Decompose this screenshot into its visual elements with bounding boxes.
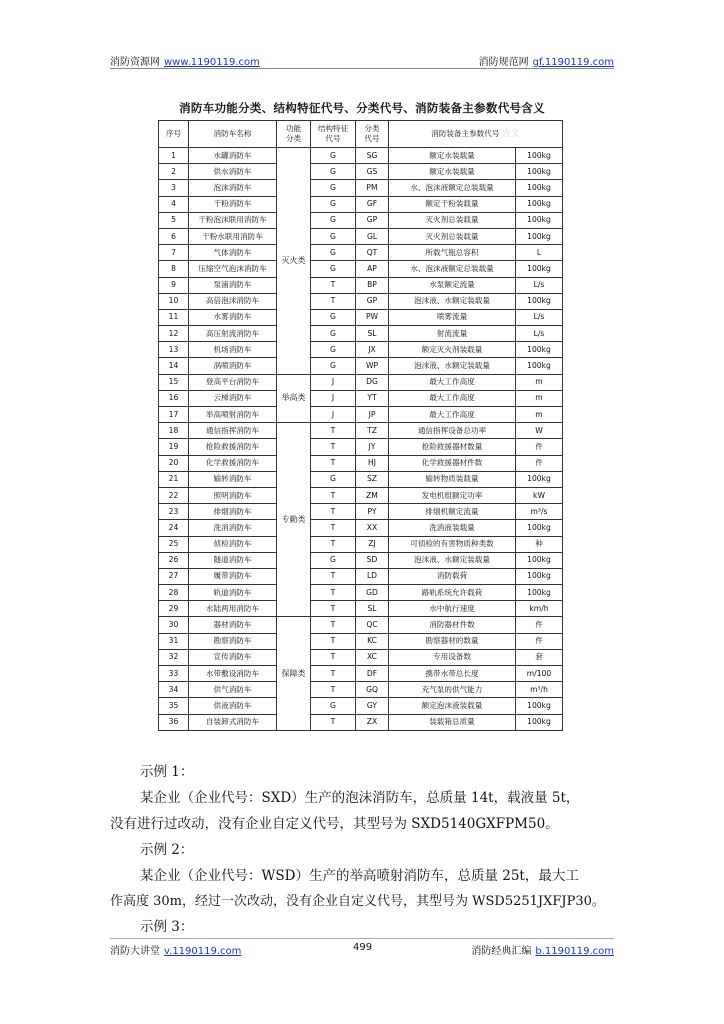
table-header-row (159, 121, 563, 148)
cell-param: 最大工作高度 (389, 407, 516, 423)
cell-unit: 100kg (516, 552, 563, 568)
cell-structure-code: G (311, 148, 356, 164)
cell-index: 15 (159, 374, 189, 390)
cell-category: 举高类 (277, 374, 311, 423)
cell-unit: L/s (516, 309, 563, 325)
cell-index: 32 (159, 649, 189, 665)
cell-vehicle-name: 水带敷设消防车 (189, 666, 277, 682)
table-row (159, 649, 563, 665)
cell-class-code: SG (356, 148, 389, 164)
cell-index: 36 (159, 714, 189, 730)
cell-param: 水中航行速度 (389, 601, 516, 617)
cell-class-code: SL (356, 601, 389, 617)
cell-unit: 100kg (516, 180, 563, 196)
cell-index: 4 (159, 196, 189, 212)
table-row (159, 682, 563, 698)
table-row (159, 212, 563, 228)
table-row (159, 326, 563, 342)
cell-unit: 100kg (516, 342, 563, 358)
footer-left-link[interactable]: v.1190119.com (164, 946, 242, 957)
cell-index: 35 (159, 698, 189, 714)
cell-class-code: LD (356, 568, 389, 584)
cell-param: 可侦检的有害物质种类数 (389, 536, 516, 552)
table-row (159, 568, 563, 584)
cell-structure-code: G (311, 228, 356, 244)
table-row (159, 633, 563, 649)
cell-structure-code: G (311, 164, 356, 180)
cell-structure-code: G (311, 552, 356, 568)
cell-index: 24 (159, 520, 189, 536)
table-row (159, 455, 563, 471)
cell-index: 21 (159, 471, 189, 487)
cell-index: 22 (159, 487, 189, 503)
cell-structure-code: T (311, 487, 356, 503)
cell-unit: m³/s (516, 504, 563, 520)
table-row (159, 228, 563, 244)
cell-vehicle-name: 泵浦消防车 (189, 277, 277, 293)
cell-index: 23 (159, 504, 189, 520)
cell-vehicle-name: 压缩空气泡沫消防车 (189, 261, 277, 277)
cell-class-code: SD (356, 552, 389, 568)
cell-index: 30 (159, 617, 189, 633)
cell-unit: 100kg (516, 714, 563, 730)
cell-class-code: QC (356, 617, 389, 633)
cell-structure-code: T (311, 277, 356, 293)
cell-vehicle-name: 供气消防车 (189, 682, 277, 698)
table-row (159, 358, 563, 374)
cell-unit: 100kg (516, 148, 563, 164)
cell-index: 2 (159, 164, 189, 180)
cell-unit: 100kg (516, 520, 563, 536)
cell-class-code: GD (356, 585, 389, 601)
header-left-link[interactable]: www.1190119.com (164, 57, 260, 68)
header-left-label: 消防资源网 (110, 57, 160, 68)
cell-index: 19 (159, 439, 189, 455)
cell-class-code: KC (356, 633, 389, 649)
example-1-line2: 没有进行过改动，没有企业自定义代号，其型号为 SXD5140GXFPM50。 (110, 816, 559, 832)
cell-index: 8 (159, 261, 189, 277)
footer-right (471, 942, 614, 957)
cell-vehicle-name: 通信指挥消防车 (189, 423, 277, 439)
cell-vehicle-name: 侦检消防车 (189, 536, 277, 552)
header-left (110, 53, 260, 68)
cell-vehicle-name: 排烟消防车 (189, 504, 277, 520)
cell-param: 装载箱总质量 (389, 714, 516, 730)
table-row (159, 487, 563, 503)
table-row (159, 261, 563, 277)
cell-unit: 100kg (516, 261, 563, 277)
cell-class-code: XX (356, 520, 389, 536)
cell-unit: 件 (516, 633, 563, 649)
cell-class-code: XC (356, 649, 389, 665)
cell-vehicle-name: 供水消防车 (189, 164, 277, 180)
example-3-label: 示例 3： (140, 919, 194, 935)
cell-vehicle-name: 水罐消防车 (189, 148, 277, 164)
cell-param: 排烟机额定流量 (389, 504, 516, 520)
header-right-link[interactable]: gf.1190119.com (532, 57, 614, 68)
cell-unit: W (516, 423, 563, 439)
cell-unit: L/s (516, 326, 563, 342)
header-right-label: 消防规范网 (478, 57, 529, 68)
cell-class-code: BP (356, 277, 389, 293)
cell-index: 27 (159, 568, 189, 584)
cell-unit: 100kg (516, 568, 563, 584)
cell-class-code: JY (356, 439, 389, 455)
cell-unit: L/s (516, 277, 563, 293)
cell-vehicle-name: 勘察消防车 (189, 633, 277, 649)
cell-class-code: GY (356, 698, 389, 714)
cell-index: 34 (159, 682, 189, 698)
cell-param: 输转物质装载量 (389, 471, 516, 487)
table-row (159, 552, 563, 568)
cell-structure-code: T (311, 520, 356, 536)
cell-structure-code: T (311, 568, 356, 584)
cell-param: 消防器材件数 (389, 617, 516, 633)
footer-right-label: 消防经典汇编 (471, 946, 532, 957)
cell-unit: 种 (516, 536, 563, 552)
header-right (479, 53, 614, 68)
table-row (159, 439, 563, 455)
cell-structure-code: G (311, 309, 356, 325)
cell-param: 专用设备数 (389, 649, 516, 665)
col-header-function: 功能 分类 (277, 121, 311, 148)
cell-unit: m/100 (516, 666, 563, 682)
cell-param: 额定干粉装载量 (389, 196, 516, 212)
cell-class-code: PM (356, 180, 389, 196)
cell-param: 抢险救援器材数量 (389, 439, 516, 455)
cell-structure-code: T (311, 601, 356, 617)
cell-structure-code: T (311, 293, 356, 309)
cell-vehicle-name: 气体消防车 (189, 245, 277, 261)
table-row (159, 277, 563, 293)
table-row (159, 471, 563, 487)
cell-class-code: YT (356, 390, 389, 406)
table-row (159, 309, 563, 325)
table-row (159, 196, 563, 212)
cell-class-code: GS (356, 164, 389, 180)
cell-unit: kW (516, 487, 563, 503)
cell-index: 5 (159, 212, 189, 228)
table-row (159, 374, 563, 390)
cell-vehicle-name: 轨道消防车 (189, 585, 277, 601)
cell-param: 路轨系统允许载荷 (389, 585, 516, 601)
cell-vehicle-name: 宣传消防车 (189, 649, 277, 665)
table-row (159, 536, 563, 552)
cell-param: 最大工作高度 (389, 374, 516, 390)
cell-vehicle-name: 自装卸式消防车 (189, 714, 277, 730)
page-number: 499 (353, 942, 373, 953)
cell-structure-code: G (311, 245, 356, 261)
cell-param: 额定水装载量 (389, 148, 516, 164)
cell-class-code: PY (356, 504, 389, 520)
cell-structure-code: T (311, 714, 356, 730)
cell-class-code: WP (356, 358, 389, 374)
table-row (159, 180, 563, 196)
cell-class-code: DF (356, 666, 389, 682)
cell-class-code: QT (356, 245, 389, 261)
cell-vehicle-name: 举高喷射消防车 (189, 407, 277, 423)
page-footer (110, 938, 614, 956)
cell-index: 7 (159, 245, 189, 261)
cell-param: 泡沫液、水额定装载量 (389, 552, 516, 568)
cell-index: 17 (159, 407, 189, 423)
cell-class-code: HJ (356, 455, 389, 471)
cell-unit: 件 (516, 455, 563, 471)
cell-vehicle-name: 高压射流消防车 (189, 326, 277, 342)
cell-vehicle-name: 抢险救援消防车 (189, 439, 277, 455)
cell-class-code: GF (356, 196, 389, 212)
example-2-line1: 某企业（企业代号：WSD）生产的举高喷射消防车，总质量 25t，最大工 (140, 868, 579, 884)
footer-right-link[interactable]: b.1190119.com (535, 946, 614, 957)
cell-unit: 100kg (516, 293, 563, 309)
cell-vehicle-name: 泡沫消防车 (189, 180, 277, 196)
cell-unit: 100kg (516, 196, 563, 212)
cell-index: 26 (159, 552, 189, 568)
cell-param: 泡沫液、水额定装载量 (389, 358, 516, 374)
cell-class-code: ZM (356, 487, 389, 503)
cell-index: 11 (159, 309, 189, 325)
cell-index: 20 (159, 455, 189, 471)
cell-unit: 100kg (516, 228, 563, 244)
cell-param: 灭火剂总装载量 (389, 228, 516, 244)
cell-param: 通信指挥设备总功率 (389, 423, 516, 439)
cell-vehicle-name: 水雾消防车 (189, 309, 277, 325)
footer-left (110, 942, 241, 957)
example-2-label: 示例 2： (140, 842, 194, 858)
page-header (110, 52, 614, 69)
cell-index: 14 (159, 358, 189, 374)
cell-unit: 100kg (516, 164, 563, 180)
cell-unit: m (516, 407, 563, 423)
cell-vehicle-name: 履带消防车 (189, 568, 277, 584)
cell-param: 喷雾流量 (389, 309, 516, 325)
table-row (159, 585, 563, 601)
table-row (159, 148, 563, 164)
cell-vehicle-name: 输转消防车 (189, 471, 277, 487)
cell-category: 专勤类 (277, 423, 311, 617)
cell-structure-code: T (311, 666, 356, 682)
table-row (159, 698, 563, 714)
table-row (159, 617, 563, 633)
cell-param: 发电机组额定功率 (389, 487, 516, 503)
cell-structure-code: G (311, 698, 356, 714)
cell-structure-code: J (311, 390, 356, 406)
cell-param: 额定泡沫液装载量 (389, 698, 516, 714)
cell-structure-code: G (311, 326, 356, 342)
cell-structure-code: G (311, 261, 356, 277)
cell-structure-code: T (311, 423, 356, 439)
cell-structure-code: T (311, 439, 356, 455)
cell-param: 化学救援器材件数 (389, 455, 516, 471)
cell-structure-code: G (311, 212, 356, 228)
cell-index: 29 (159, 601, 189, 617)
cell-unit: km/h (516, 601, 563, 617)
cell-index: 28 (159, 585, 189, 601)
cell-unit: 件 (516, 439, 563, 455)
cell-class-code: GP (356, 212, 389, 228)
cell-vehicle-name: 器材消防车 (189, 617, 277, 633)
cell-class-code: SZ (356, 471, 389, 487)
cell-class-code: TZ (356, 423, 389, 439)
example-2-line2: 作高度 30m，经过一次改动，没有企业自定义代号，其型号为 WSD5251JXFJP30。 (110, 894, 605, 909)
cell-structure-code: T (311, 682, 356, 698)
cell-class-code: ZJ (356, 536, 389, 552)
table-title: 消防车功能分类、结构特征代号、分类代号、消防装备主参数代号含义 (179, 101, 545, 115)
cell-class-code: DG (356, 374, 389, 390)
col-header-param (389, 121, 563, 148)
cell-unit: 100kg (516, 358, 563, 374)
cell-structure-code: G (311, 342, 356, 358)
cell-index: 18 (159, 423, 189, 439)
cell-param: 充气泵的供气能力 (389, 682, 516, 698)
table-body (159, 148, 563, 731)
cell-class-code: PW (356, 309, 389, 325)
table-row (159, 245, 563, 261)
cell-category: 保障类 (277, 617, 311, 730)
cell-param: 水、泡沫液额定总装载量 (389, 261, 516, 277)
cell-unit: 件 (516, 617, 563, 633)
cell-class-code: ZX (356, 714, 389, 730)
cell-index: 33 (159, 666, 189, 682)
cell-index: 16 (159, 390, 189, 406)
spec-table (158, 120, 563, 731)
cell-index: 3 (159, 180, 189, 196)
cell-param: 消防载荷 (389, 568, 516, 584)
cell-unit: 100kg (516, 471, 563, 487)
cell-class-code: SL (356, 326, 389, 342)
cell-vehicle-name: 照明消防车 (189, 487, 277, 503)
table-row (159, 714, 563, 730)
col-header-structure-code: 结构特征 代号 (311, 121, 356, 148)
table-row (159, 342, 563, 358)
cell-vehicle-name: 隧道消防车 (189, 552, 277, 568)
cell-structure-code: T (311, 649, 356, 665)
cell-vehicle-name: 干粉水联用消防车 (189, 228, 277, 244)
cell-param: 水、泡沫液额定总装载量 (389, 180, 516, 196)
cell-param: 所载气瓶总容积 (389, 245, 516, 261)
cell-unit: 套 (516, 649, 563, 665)
cell-structure-code: G (311, 196, 356, 212)
example-1-label: 示例 1： (140, 764, 194, 780)
cell-param: 勘察器材的数量 (389, 633, 516, 649)
footer-left-label: 消防大讲堂 (110, 946, 160, 957)
table-row (159, 666, 563, 682)
table-row (159, 520, 563, 536)
cell-class-code: GQ (356, 682, 389, 698)
table-row (159, 601, 563, 617)
cell-structure-code: G (311, 471, 356, 487)
cell-unit: L (516, 245, 563, 261)
col-header-index: 序号 (159, 121, 189, 148)
cell-param: 额定水装载量 (389, 164, 516, 180)
cell-class-code: JP (356, 407, 389, 423)
table-row (159, 504, 563, 520)
cell-index: 9 (159, 277, 189, 293)
cell-vehicle-name: 涡喷消防车 (189, 358, 277, 374)
cell-class-code: AP (356, 261, 389, 277)
cell-structure-code: G (311, 180, 356, 196)
cell-vehicle-name: 水陆两用消防车 (189, 601, 277, 617)
cell-class-code: GP (356, 293, 389, 309)
cell-param: 泡沫液、水额定装载量 (389, 293, 516, 309)
cell-param: 携带水带总长度 (389, 666, 516, 682)
cell-index: 10 (159, 293, 189, 309)
table-row (159, 407, 563, 423)
table-row (159, 164, 563, 180)
cell-structure-code: J (311, 407, 356, 423)
cell-structure-code: J (311, 374, 356, 390)
cell-index: 13 (159, 342, 189, 358)
cell-category: 灭火类 (277, 148, 311, 375)
cell-vehicle-name: 高倍泡沫消防车 (189, 293, 277, 309)
cell-unit: m³/h (516, 682, 563, 698)
cell-param: 最大工作高度 (389, 390, 516, 406)
cell-index: 1 (159, 148, 189, 164)
cell-unit: 100kg (516, 698, 563, 714)
col-header-class-code: 分类 代号 (356, 121, 389, 148)
cell-vehicle-name: 化学救援消防车 (189, 455, 277, 471)
cell-unit: 100kg (516, 212, 563, 228)
header-watermark: 含义 (501, 129, 520, 139)
cell-unit: m (516, 374, 563, 390)
cell-unit: 100kg (516, 585, 563, 601)
cell-vehicle-name: 干粉泡沫联用消防车 (189, 212, 277, 228)
cell-index: 12 (159, 326, 189, 342)
cell-index: 31 (159, 633, 189, 649)
cell-structure-code: T (311, 617, 356, 633)
table-row (159, 390, 563, 406)
cell-vehicle-name: 干粉消防车 (189, 196, 277, 212)
cell-class-code: GL (356, 228, 389, 244)
cell-structure-code: T (311, 633, 356, 649)
cell-param: 水泵额定流量 (389, 277, 516, 293)
cell-index: 25 (159, 536, 189, 552)
cell-structure-code: T (311, 455, 356, 471)
cell-vehicle-name: 供液消防车 (189, 698, 277, 714)
cell-structure-code: G (311, 358, 356, 374)
cell-unit: m (516, 390, 563, 406)
cell-index: 6 (159, 228, 189, 244)
cell-structure-code: T (311, 504, 356, 520)
cell-vehicle-name: 洗消消防车 (189, 520, 277, 536)
cell-param: 灭火剂总装载量 (389, 212, 516, 228)
table-row (159, 423, 563, 439)
col-header-param-label: 消防装备主参数代号 (431, 129, 500, 138)
cell-class-code: JX (356, 342, 389, 358)
cell-param: 射流流量 (389, 326, 516, 342)
cell-vehicle-name: 云梯消防车 (189, 390, 277, 406)
example-1-line1: 某企业（企业代号：SXD）生产的泡沫消防车，总质量 14t，载液量 5t， (140, 790, 580, 806)
cell-vehicle-name: 登高平台消防车 (189, 374, 277, 390)
cell-param: 洗消液装载量 (389, 520, 516, 536)
cell-vehicle-name: 机场消防车 (189, 342, 277, 358)
cell-structure-code: T (311, 585, 356, 601)
table-row (159, 293, 563, 309)
cell-param: 额定灭火剂装载量 (389, 342, 516, 358)
cell-structure-code: T (311, 536, 356, 552)
col-header-name: 消防车名称 (189, 121, 277, 148)
